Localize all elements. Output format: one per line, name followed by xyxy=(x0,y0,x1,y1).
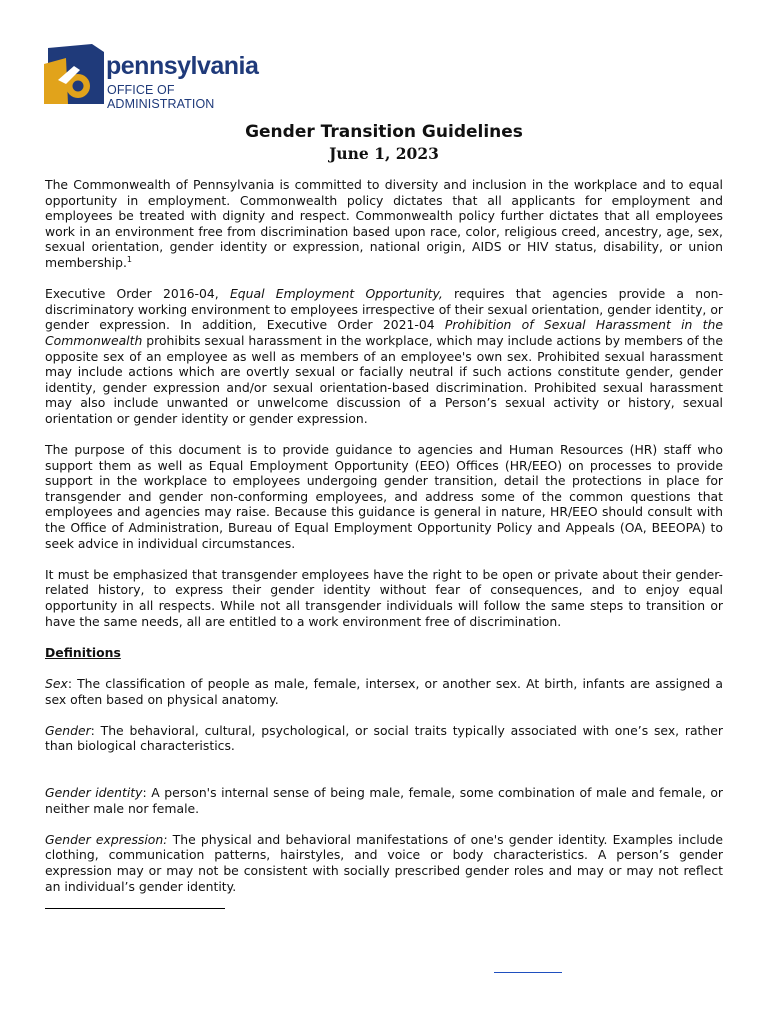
paragraph-purpose: The purpose of this document is to provide guidance to agencies and Human Resources (HR) staff who support them as well as Equal Employment Opportunity (EEO) Offices (HR/EEO) on processes to provide support in the workplace to employees undergoing gender transition, detail the protections in place for transgender and gender non-conforming employees, and address some of the common questions that employees and agencies may raise. Because this guidance is general in nature, HR/EEO should consult with the Office of Administration, Bureau of Equal Employment Opportunity Policy and Appeals (OA, BEEOPA) to seek advice in individual circumstances. xyxy=(45,442,723,551)
eo-text-c: requires that agencies provide a non-discriminatory working environment to employees irrespective of their sexual orientation, gender identity, or gender expression. In addition, Executive Order 2021-04 xyxy=(45,286,723,333)
header-logo xyxy=(44,44,284,111)
definition-identity-text: : A person's internal sense of being male, female, some combination of male and female, or neither male nor female. xyxy=(45,784,723,816)
definition-gender xyxy=(45,723,723,754)
definition-sex-term: Sex xyxy=(45,676,68,691)
definition-gender-text: : The behavioral, cultural, psychological, or social traits typically associated with one’s sex, rather than biological characteristics. xyxy=(45,722,723,754)
document-body xyxy=(45,177,723,894)
definition-gender-term: Gender xyxy=(45,722,91,738)
paragraph-emphasis: It must be emphasized that transgender employees have the right to be open or private about their gender-related history, to express their gender identity without fear of consequences, and to enjoy equal opportunity in all respects. While not all transgender individuals will follow the same steps to transition or have the same needs, all are entitled to a work environment free of discrimination. xyxy=(45,566,723,629)
paragraph-commitment-text: The Commonwealth of Pennsylvania is committed to diversity and inclusion in the workplace and to equal opportunity in employment. Commonwealth policy dictates that all applicants for employment and employees be treated with dignity and respect. Commonwealth policy further dictates that all employees work in an environment free from discrimination based upon race, color, religious creed, ancestry, age, sex, sexual orientation, gender identity or expression, national origin, AIDS or HIV status, disability, or union membership. xyxy=(45,177,723,270)
org-name: pennsylvania xyxy=(106,52,259,80)
document-date: June 1, 2023 xyxy=(329,144,439,163)
definition-identity-term: Gender identity xyxy=(45,784,143,800)
footnote-separator xyxy=(45,908,225,909)
definition-sex xyxy=(45,676,723,707)
document-title: Gender Transition Guidelines xyxy=(245,122,523,142)
definition-gender-identity xyxy=(45,785,723,816)
org-subtitle: OFFICE OF ADMINISTRATION xyxy=(107,83,215,111)
footnote-marker: 1 xyxy=(126,254,132,264)
eo-text-e: prohibits sexual harassment in the workplace, which may include actions by members of the opposite sex of an employee as well as members of an employee's own sex. Prohibited sexual harassment may include actions which are overtly sexual or facially neutral if such actions constitute gender, gender identity, gender expression and/or sexual orientation-based discrimination. Prohibited sexual harassment may also include unwanted or unwelcome discussion of a Person’s sexual activity or history, sexual orientation or gender identity or gender expression. xyxy=(45,332,723,426)
definition-gender-expression xyxy=(45,832,723,894)
definition-expression-term: Gender expression: xyxy=(45,831,168,847)
eo-title-harassment: Prohibition of Sexual Harassment in the Commonwealth xyxy=(45,317,724,348)
definition-sex-text: : The classification of people as male, female, intersex, or another sex. At birth, infants are assigned a sex often based on physical anatomy. xyxy=(45,676,723,707)
footer-link-underline[interactable] xyxy=(494,972,562,973)
paragraph-commitment xyxy=(45,177,723,271)
keystone-logo-icon xyxy=(44,44,104,106)
definitions-heading: Definitions xyxy=(45,644,121,660)
eo-text-a: Executive Order 2016-04, xyxy=(45,286,230,302)
definition-expression-text: The physical and behavioral manifestations of one's gender identity. Examples include clothing, communication patterns, hairstyles, and voice or body characteristics. A person’s gender expression may or may not be consistent with socially prescribed gender roles and may or may not reflect an individual’s gender identity. xyxy=(45,831,723,894)
paragraph-executive-order xyxy=(45,286,723,426)
eo-title-eeo: Equal Employment Opportunity, xyxy=(229,286,443,302)
